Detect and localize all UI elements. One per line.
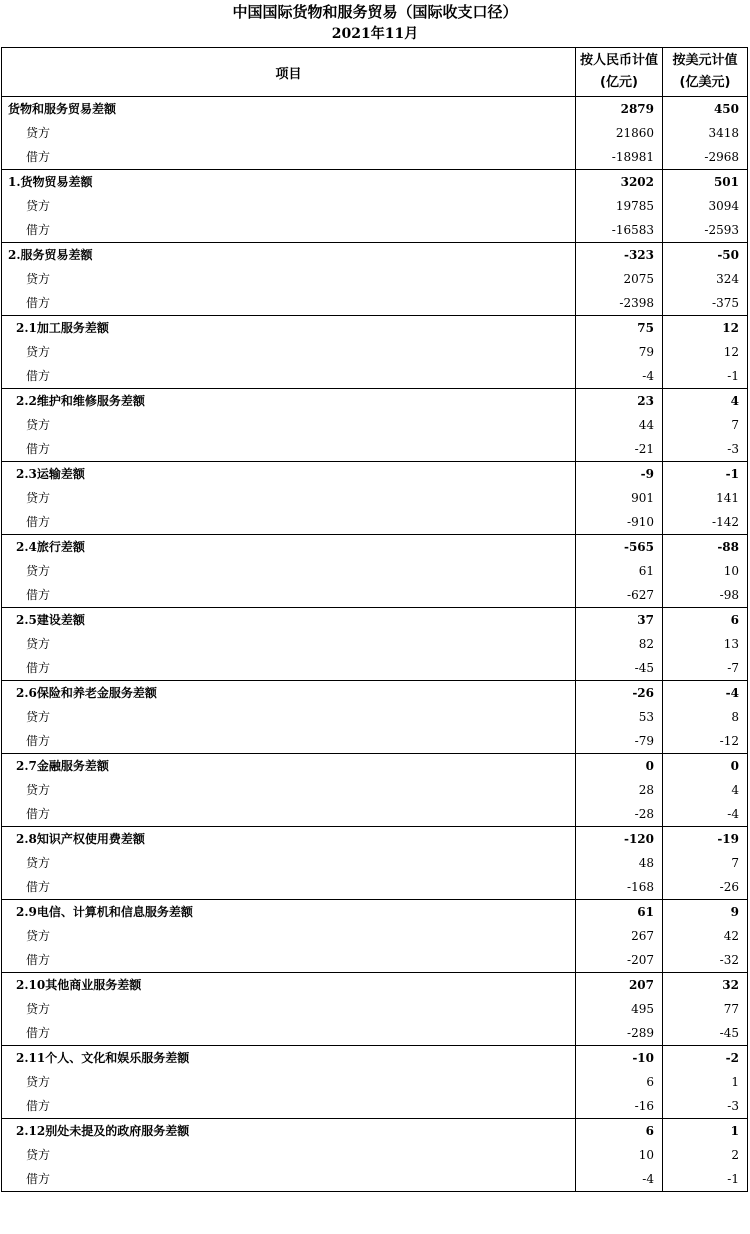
group-total-row bbox=[2, 243, 748, 268]
debit-row bbox=[2, 729, 748, 754]
header-item: 项目 bbox=[2, 48, 576, 97]
debit-row bbox=[2, 218, 748, 243]
debit-row bbox=[2, 1094, 748, 1119]
credit-row bbox=[2, 121, 748, 145]
row-label: 借方 bbox=[2, 145, 576, 170]
group-total-row bbox=[2, 170, 748, 195]
usd-value: 501 bbox=[663, 170, 748, 195]
rmb-value: 207 bbox=[576, 973, 663, 998]
header-usd: 按美元计值 (亿美元) bbox=[663, 48, 748, 97]
usd-value: -50 bbox=[663, 243, 748, 268]
rmb-value: -289 bbox=[576, 1021, 663, 1046]
usd-value: 42 bbox=[663, 924, 748, 948]
row-label: 2.2维护和维修服务差额 bbox=[2, 389, 576, 414]
row-label: 贷方 bbox=[2, 778, 576, 802]
row-label: 2.10其他商业服务差额 bbox=[2, 973, 576, 998]
row-label: 贷方 bbox=[2, 705, 576, 729]
credit-row bbox=[2, 997, 748, 1021]
usd-value: -4 bbox=[663, 802, 748, 827]
row-label: 借方 bbox=[2, 656, 576, 681]
usd-value: -88 bbox=[663, 535, 748, 560]
rmb-value: -18981 bbox=[576, 145, 663, 170]
credit-row bbox=[2, 1070, 748, 1094]
usd-value: 1 bbox=[663, 1070, 748, 1094]
credit-row bbox=[2, 1143, 748, 1167]
debit-row bbox=[2, 145, 748, 170]
usd-value: 450 bbox=[663, 97, 748, 122]
rmb-value: -207 bbox=[576, 948, 663, 973]
usd-value: 141 bbox=[663, 486, 748, 510]
debit-row bbox=[2, 656, 748, 681]
row-label: 1.货物贸易差额 bbox=[2, 170, 576, 195]
group-total-row bbox=[2, 608, 748, 633]
rmb-value: 19785 bbox=[576, 194, 663, 218]
row-label: 借方 bbox=[2, 1167, 576, 1192]
rmb-value: -627 bbox=[576, 583, 663, 608]
rmb-value: 53 bbox=[576, 705, 663, 729]
credit-row bbox=[2, 194, 748, 218]
rmb-value: 0 bbox=[576, 754, 663, 779]
rmb-value: -79 bbox=[576, 729, 663, 754]
usd-value: 4 bbox=[663, 389, 748, 414]
row-label: 2.8知识产权使用费差额 bbox=[2, 827, 576, 852]
rmb-value: -2398 bbox=[576, 291, 663, 316]
debit-row bbox=[2, 1021, 748, 1046]
usd-value: 9 bbox=[663, 900, 748, 925]
usd-value: 77 bbox=[663, 997, 748, 1021]
debit-row bbox=[2, 1167, 748, 1192]
trade-table bbox=[1, 47, 748, 1192]
rmb-value: 2879 bbox=[576, 97, 663, 122]
usd-value: 7 bbox=[663, 851, 748, 875]
row-label: 借方 bbox=[2, 218, 576, 243]
credit-row bbox=[2, 413, 748, 437]
rmb-value: -323 bbox=[576, 243, 663, 268]
usd-value: -26 bbox=[663, 875, 748, 900]
rmb-value: 495 bbox=[576, 997, 663, 1021]
usd-value: 6 bbox=[663, 608, 748, 633]
usd-value: 12 bbox=[663, 340, 748, 364]
usd-value: -4 bbox=[663, 681, 748, 706]
rmb-value: -4 bbox=[576, 364, 663, 389]
group-total-row bbox=[2, 900, 748, 925]
rmb-value: 28 bbox=[576, 778, 663, 802]
rmb-value: -9 bbox=[576, 462, 663, 487]
usd-value: 10 bbox=[663, 559, 748, 583]
row-label: 借方 bbox=[2, 291, 576, 316]
row-label: 贷方 bbox=[2, 1070, 576, 1094]
credit-row bbox=[2, 924, 748, 948]
page-title: 中国国际货物和服务贸易（国际收支口径） bbox=[232, 3, 518, 21]
row-label: 2.7金融服务差额 bbox=[2, 754, 576, 779]
row-label: 贷方 bbox=[2, 1143, 576, 1167]
group-total-row bbox=[2, 97, 748, 122]
usd-value: 7 bbox=[663, 413, 748, 437]
debit-row bbox=[2, 437, 748, 462]
usd-value: -19 bbox=[663, 827, 748, 852]
rmb-value: 21860 bbox=[576, 121, 663, 145]
credit-row bbox=[2, 851, 748, 875]
debit-row bbox=[2, 948, 748, 973]
rmb-value: 44 bbox=[576, 413, 663, 437]
rmb-value: 75 bbox=[576, 316, 663, 341]
group-total-row bbox=[2, 1046, 748, 1071]
rmb-value: -16583 bbox=[576, 218, 663, 243]
table-body bbox=[2, 97, 748, 1192]
usd-value: 8 bbox=[663, 705, 748, 729]
row-label: 2.4旅行差额 bbox=[2, 535, 576, 560]
rmb-value: -45 bbox=[576, 656, 663, 681]
credit-row bbox=[2, 340, 748, 364]
group-total-row bbox=[2, 827, 748, 852]
debit-row bbox=[2, 875, 748, 900]
row-label: 借方 bbox=[2, 364, 576, 389]
row-label: 借方 bbox=[2, 1094, 576, 1119]
row-label: 2.9电信、计算机和信息服务差额 bbox=[2, 900, 576, 925]
usd-value: -32 bbox=[663, 948, 748, 973]
row-label: 2.服务贸易差额 bbox=[2, 243, 576, 268]
rmb-value: -26 bbox=[576, 681, 663, 706]
debit-row bbox=[2, 291, 748, 316]
row-label: 贷方 bbox=[2, 267, 576, 291]
row-label: 贷方 bbox=[2, 559, 576, 583]
group-total-row bbox=[2, 973, 748, 998]
row-label: 贷方 bbox=[2, 340, 576, 364]
usd-value: -2593 bbox=[663, 218, 748, 243]
row-label: 2.3运输差额 bbox=[2, 462, 576, 487]
rmb-value: -10 bbox=[576, 1046, 663, 1071]
row-label: 借方 bbox=[2, 729, 576, 754]
usd-value: -2968 bbox=[663, 145, 748, 170]
row-label: 借方 bbox=[2, 1021, 576, 1046]
rmb-value: 267 bbox=[576, 924, 663, 948]
usd-value: 2 bbox=[663, 1143, 748, 1167]
usd-value: 1 bbox=[663, 1119, 748, 1144]
row-label: 贷方 bbox=[2, 997, 576, 1021]
usd-value: 3418 bbox=[663, 121, 748, 145]
rmb-value: -16 bbox=[576, 1094, 663, 1119]
group-total-row bbox=[2, 389, 748, 414]
row-label: 2.11个人、文化和娱乐服务差额 bbox=[2, 1046, 576, 1071]
usd-value: -98 bbox=[663, 583, 748, 608]
usd-value: 324 bbox=[663, 267, 748, 291]
row-label: 借方 bbox=[2, 510, 576, 535]
rmb-value: 61 bbox=[576, 900, 663, 925]
row-label: 2.5建设差额 bbox=[2, 608, 576, 633]
rmb-value: -21 bbox=[576, 437, 663, 462]
row-label: 借方 bbox=[2, 948, 576, 973]
usd-value: -3 bbox=[663, 437, 748, 462]
usd-value: 13 bbox=[663, 632, 748, 656]
group-total-row bbox=[2, 462, 748, 487]
row-label: 借方 bbox=[2, 437, 576, 462]
page-subtitle: 2021年11月 bbox=[331, 26, 419, 42]
group-total-row bbox=[2, 681, 748, 706]
row-label: 2.1加工服务差额 bbox=[2, 316, 576, 341]
credit-row bbox=[2, 559, 748, 583]
credit-row bbox=[2, 486, 748, 510]
group-total-row bbox=[2, 316, 748, 341]
rmb-value: -28 bbox=[576, 802, 663, 827]
row-label: 贷方 bbox=[2, 194, 576, 218]
table-header bbox=[2, 48, 748, 97]
rmb-value: -910 bbox=[576, 510, 663, 535]
row-label: 2.6保险和养老金服务差额 bbox=[2, 681, 576, 706]
rmb-value: 61 bbox=[576, 559, 663, 583]
row-label: 贷方 bbox=[2, 413, 576, 437]
debit-row bbox=[2, 364, 748, 389]
usd-value: 4 bbox=[663, 778, 748, 802]
debit-row bbox=[2, 802, 748, 827]
rmb-value: 37 bbox=[576, 608, 663, 633]
debit-row bbox=[2, 583, 748, 608]
row-label: 贷方 bbox=[2, 924, 576, 948]
debit-row bbox=[2, 510, 748, 535]
rmb-value: 23 bbox=[576, 389, 663, 414]
rmb-value: 79 bbox=[576, 340, 663, 364]
rmb-value: 3202 bbox=[576, 170, 663, 195]
rmb-value: -4 bbox=[576, 1167, 663, 1192]
usd-value: 12 bbox=[663, 316, 748, 341]
usd-value: 32 bbox=[663, 973, 748, 998]
row-label: 借方 bbox=[2, 583, 576, 608]
usd-value: -3 bbox=[663, 1094, 748, 1119]
usd-value: -375 bbox=[663, 291, 748, 316]
row-label: 贷方 bbox=[2, 486, 576, 510]
usd-value: -1 bbox=[663, 462, 748, 487]
usd-value: 3094 bbox=[663, 194, 748, 218]
rmb-value: 6 bbox=[576, 1119, 663, 1144]
rmb-value: -565 bbox=[576, 535, 663, 560]
row-label: 贷方 bbox=[2, 121, 576, 145]
usd-value: -12 bbox=[663, 729, 748, 754]
row-label: 借方 bbox=[2, 875, 576, 900]
row-label: 贷方 bbox=[2, 851, 576, 875]
rmb-value: -168 bbox=[576, 875, 663, 900]
header-rmb: 按人民币计值 (亿元) bbox=[576, 48, 663, 97]
rmb-value: 10 bbox=[576, 1143, 663, 1167]
row-label: 借方 bbox=[2, 802, 576, 827]
rmb-value: 82 bbox=[576, 632, 663, 656]
rmb-value: 6 bbox=[576, 1070, 663, 1094]
usd-value: -2 bbox=[663, 1046, 748, 1071]
group-total-row bbox=[2, 535, 748, 560]
credit-row bbox=[2, 267, 748, 291]
credit-row bbox=[2, 778, 748, 802]
usd-value: 0 bbox=[663, 754, 748, 779]
rmb-value: -120 bbox=[576, 827, 663, 852]
credit-row bbox=[2, 705, 748, 729]
group-total-row bbox=[2, 1119, 748, 1144]
usd-value: -142 bbox=[663, 510, 748, 535]
rmb-value: 2075 bbox=[576, 267, 663, 291]
row-label: 贷方 bbox=[2, 632, 576, 656]
usd-value: -1 bbox=[663, 364, 748, 389]
rmb-value: 901 bbox=[576, 486, 663, 510]
usd-value: -7 bbox=[663, 656, 748, 681]
group-total-row bbox=[2, 754, 748, 779]
usd-value: -45 bbox=[663, 1021, 748, 1046]
row-label: 2.12别处未提及的政府服务差额 bbox=[2, 1119, 576, 1144]
rmb-value: 48 bbox=[576, 851, 663, 875]
usd-value: -1 bbox=[663, 1167, 748, 1192]
row-label: 货物和服务贸易差额 bbox=[2, 97, 576, 122]
credit-row bbox=[2, 632, 748, 656]
